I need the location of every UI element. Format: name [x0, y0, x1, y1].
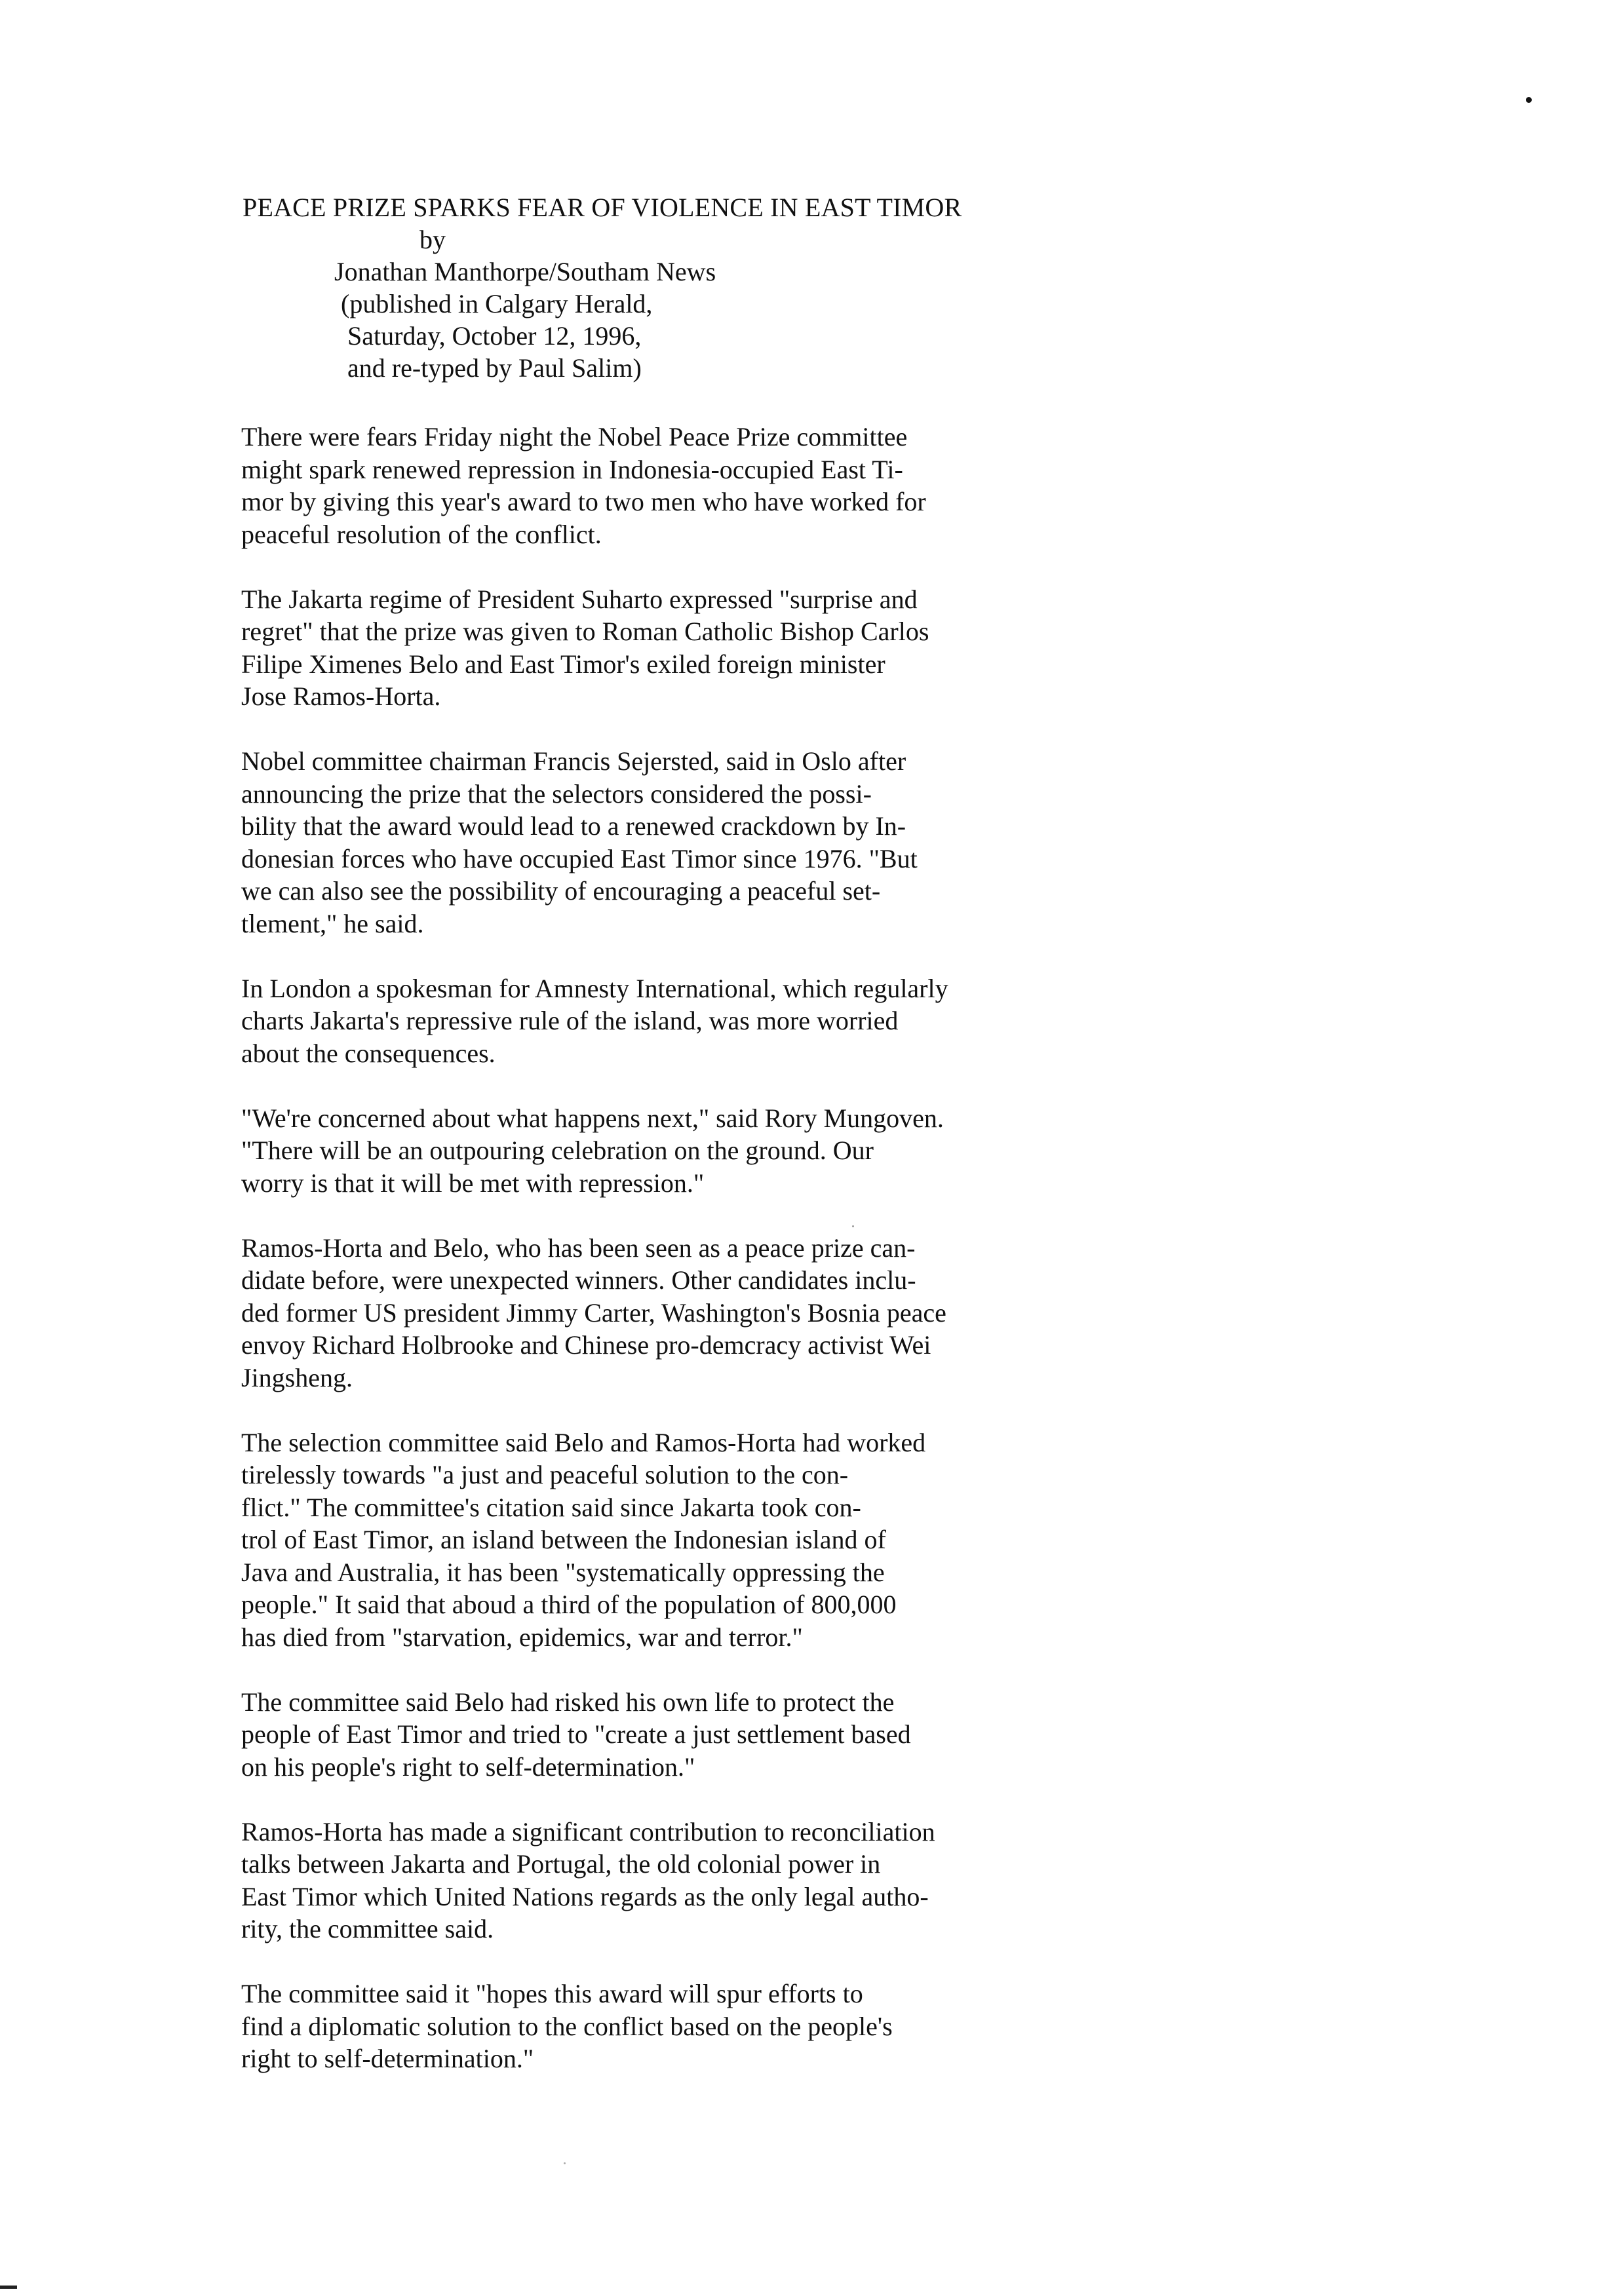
paragraph-line: has died from "starvation, epidemics, war and terror." [241, 1622, 803, 1652]
paragraph-line: Jose Ramos-Horta. [241, 681, 441, 711]
paragraph-line: tlement," he said. [241, 908, 424, 938]
paragraph-line: In London a spokesman for Amnesty International, which regularly [241, 973, 948, 1003]
paragraph-line: East Timor which United Nations regards as the only legal autho- [241, 1881, 929, 1911]
paragraph-line: Ramos-Horta and Belo, who has been seen as a peace prize can- [241, 1233, 916, 1263]
article-paragraph [241, 583, 1224, 713]
paragraph-line: There were fears Friday night the Nobel Peace Prize committee [241, 422, 908, 451]
paragraph-line: mor by giving this year's award to two men who have worked for [241, 487, 926, 516]
scan-speck [1526, 97, 1532, 103]
paragraph-line: worry is that it will be met with repression." [241, 1168, 705, 1198]
paragraph-line: announcing the prize that the selectors considered the possi- [241, 778, 872, 809]
paragraph-line: Nobel committee chairman Francis Sejersted, said in Oslo after [241, 746, 906, 776]
paragraph-line: flict." The committee's citation said since Jakarta took con- [241, 1492, 861, 1522]
paragraph-line: donesian forces who have occupied East Timor since 1976. "But [241, 843, 918, 873]
scan-speck [564, 2162, 566, 2164]
paragraph-line: didate before, were unexpected winners. Other candidates inclu- [241, 1265, 916, 1295]
article-paragraph [241, 1686, 1224, 1784]
paragraph-line: Ramos-Horta has made a significant contribution to reconciliation [241, 1816, 935, 1846]
publication-note-line: Saturday, October 12, 1996, [347, 321, 642, 351]
paragraph-line: tirelessly towards "a just and peaceful solution to the con- [241, 1460, 849, 1489]
article-title: PEACE PRIZE SPARKS FEAR OF VIOLENCE IN EAST TIMOR [243, 193, 962, 222]
paragraph-line: find a diplomatic solution to the conflict based on the people's [241, 2011, 893, 2041]
scan-speck [852, 1225, 854, 1227]
paragraph-line: The committee said it "hopes this award will spur efforts to [241, 1979, 863, 2008]
article-paragraph [241, 972, 1224, 1070]
paragraph-line: ded former US president Jimmy Carter, Washington's Bosnia peace [241, 1297, 946, 1328]
paragraph-line: The Jakarta regime of President Suharto expressed "surprise and [241, 584, 918, 614]
publication-note-line: and re-typed by Paul Salim) [347, 353, 642, 383]
paragraph-line: Jingsheng. [241, 1362, 353, 1392]
paragraph-line: Filipe Ximenes Belo and East Timor's exiled foreign minister [241, 649, 885, 679]
paragraph-line: The selection committee said Belo and Ramos-Horta had worked [241, 1427, 926, 1457]
article-header [243, 191, 1291, 384]
paragraph-line: "There will be an outpouring celebration on the ground. Our [241, 1136, 874, 1165]
article-paragraph [241, 1426, 1224, 1654]
paragraph-line: bility that the award would lead to a renewed crackdown by In- [241, 811, 906, 841]
paragraph-line: charts Jakarta's repressive rule of the island, was more worried [241, 1006, 899, 1035]
article-paragraph [241, 421, 1224, 550]
paragraph-line: right to self-determination." [241, 2044, 534, 2073]
paragraph-line: rity, the committee said. [241, 1914, 494, 1943]
article-paragraph [241, 1978, 1224, 2075]
paragraph-line: people." It said that aboud a third of the population of 800,000 [241, 1590, 897, 1619]
scan-edge-mark [0, 2286, 17, 2289]
paragraph-line: people of East Timor and tried to "create a just settlement based [241, 1719, 911, 1749]
paragraph-line: we can also see the possibility of encouraging a peaceful set- [241, 876, 881, 906]
paragraph-line: on his people's right to self-determination." [241, 1751, 695, 1782]
paragraph-line: "We're concerned about what happens next," said Rory Mungoven. [241, 1103, 944, 1133]
paragraph-line: Java and Australia, it has been "systematically oppressing the [241, 1557, 885, 1587]
paragraph-line: trol of East Timor, an island between the Indonesian island of [241, 1525, 886, 1554]
article-paragraph [241, 745, 1224, 940]
paragraph-line: about the consequences. [241, 1038, 496, 1068]
article-paragraph [241, 1102, 1224, 1200]
byline-author: Jonathan Manthorpe/Southam News [334, 257, 716, 286]
paragraph-line: The committee said Belo had risked his own life to protect the [241, 1687, 895, 1717]
paragraph-line: talks between Jakarta and Portugal, the old colonial power in [241, 1849, 881, 1879]
byline-by: by [419, 225, 446, 254]
article-paragraph [241, 1232, 1224, 1394]
paragraph-line: envoy Richard Holbrooke and Chinese pro-demcracy activist Wei [241, 1330, 931, 1360]
paragraph-line: regret" that the prize was given to Roman Catholic Bishop Carlos [241, 617, 929, 646]
publication-note-line: (published in Calgary Herald, [341, 289, 653, 318]
paragraph-line: peaceful resolution of the conflict. [241, 519, 602, 549]
paragraph-line: might spark renewed repression in Indonesia-occupied East Ti- [241, 454, 903, 484]
article-body [241, 421, 1224, 2107]
article-paragraph [241, 1816, 1224, 1945]
